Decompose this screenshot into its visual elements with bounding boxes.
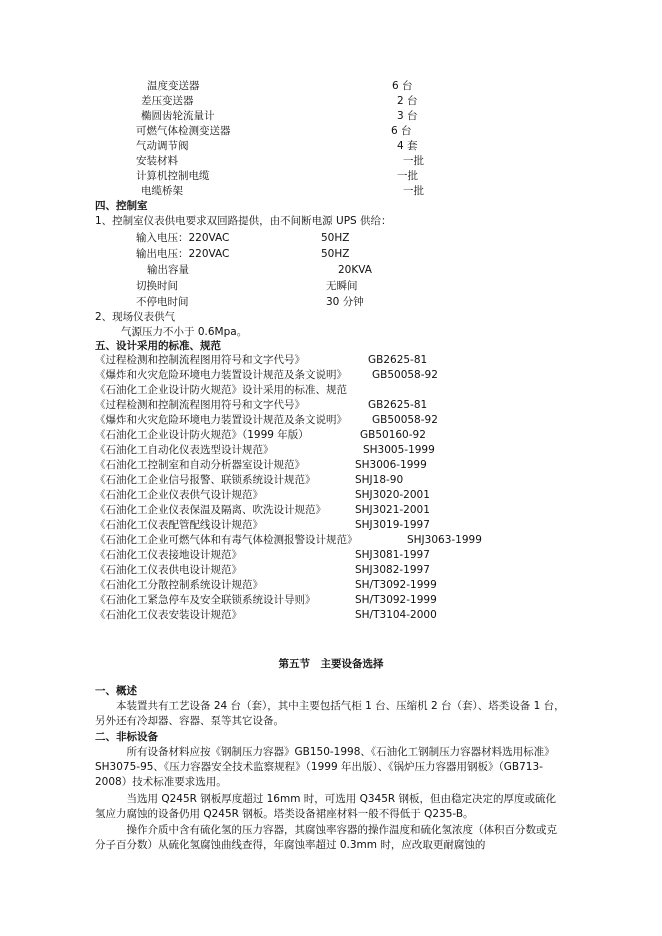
equipment-qty: 3 台 <box>397 110 418 122</box>
paragraph: 气源压力不小于 0.6Mpa。 <box>121 326 248 338</box>
power-label: 输出电压：220VAC <box>136 248 230 260</box>
subsection-heading: 一、概述 <box>95 685 137 697</box>
equipment-qty: 一批 <box>397 170 418 182</box>
power-value: 50HZ <box>321 248 350 260</box>
equipment-name: 椭圆齿轮流量计 <box>141 110 215 122</box>
standard-name: 《石油化工紧急停车及安全联锁系统设计导则》 <box>95 594 316 606</box>
standard-code: SHJ3082-1997 <box>355 564 430 576</box>
equipment-name: 可燃气体检测变送器 <box>136 125 231 137</box>
standard-name: 《石油化工分散控制系统设计规范》 <box>95 579 263 591</box>
standard-code: SH/T3104-2000 <box>355 609 437 621</box>
standard-code: GB2625-81 <box>368 354 428 366</box>
standard-code: GB50058-92 <box>372 414 438 426</box>
equipment-name: 安装材料 <box>136 155 178 167</box>
power-label: 输入电压：220VAC <box>136 232 230 244</box>
standard-code: GB2625-81 <box>368 399 428 411</box>
equipment-name: 计算机控制电缆 <box>136 170 210 182</box>
paragraph: 所有设备材料应按《钢制压力容器》GB150-1998、《石油化工钢制压力容器材料选用标准》SH3075-95、《压力容器安全技术监察规程》（1999 年出版）、《锅炉压力容器用钢板》（GB713-2008）技术标准要求选用。 <box>95 746 555 788</box>
power-label: 不停电时间 <box>136 296 189 308</box>
standard-code: SH/T3092-1999 <box>355 579 437 591</box>
standard-name: 《石油化工企业仪表供气设计规范》 <box>95 489 263 501</box>
standard-name: 《石油化工仪表接地设计规范》 <box>95 549 242 561</box>
paragraph: 操作介质中含有硫化氢的压力容器，其腐蚀率容器的操作温度和硫化氢浓度（体积百分数或克分子百分数）从硫化氢腐蚀曲线查得，年腐蚀率超过 0.3mm 时，应改取更耐腐蚀的 <box>95 824 557 851</box>
standard-code: SH3006-1999 <box>355 459 427 471</box>
standard-name: 《石油化工企业设计防火规范》设计采用的标准、规范 <box>95 384 347 396</box>
section-heading: 四、控制室 <box>95 200 148 212</box>
standard-name: 《石油化工企业可燃气体和有毒气体检测报警设计规范》 <box>95 534 358 546</box>
standard-code: SHJ3019-1997 <box>355 519 430 531</box>
standard-name: 《石油化工控制室和自动分析器室设计规范》 <box>95 459 305 471</box>
standard-code: GB50160-92 <box>360 429 426 441</box>
standard-code: SHJ3063-1999 <box>407 534 482 546</box>
standard-name: 《爆炸和火灾危险环境电力装置设计规范及条文说明》 <box>95 414 347 426</box>
power-value: 20KVA <box>338 264 372 276</box>
paragraph: 2、现场仪表供气 <box>95 311 176 323</box>
equipment-qty: 2 台 <box>397 95 418 107</box>
power-value: 无瞬间 <box>326 280 358 292</box>
standard-code: SH3005-1999 <box>363 444 435 456</box>
standard-code: SHJ18-90 <box>355 474 404 486</box>
standard-name: 《石油化工仪表配管配线设计规范》 <box>95 519 263 531</box>
standard-name: 《石油化工企业设计防火规范》（1999 年版） <box>95 429 309 441</box>
standard-code: SH/T3092-1999 <box>355 594 437 606</box>
paragraph: 当选用 Q245R 钢板厚度超过 16mm 时，可选用 Q345R 钢板，但由稳定决定的厚度或硫化氢应力腐蚀的设备仍用 Q245R 钢板。塔类设备裙座材料一般不得低于 Q235-B。 <box>95 793 557 820</box>
equipment-name: 气动调节阀 <box>136 140 189 152</box>
standard-name: 《石油化工自动化仪表选型设计规范》 <box>95 444 274 456</box>
equipment-qty: 6 台 <box>391 125 412 137</box>
standard-name: 《石油化工仪表供电设计规范》 <box>95 564 242 576</box>
section-heading: 五、设计采用的标准、规范 <box>95 340 221 352</box>
standard-code: SHJ3020-2001 <box>355 489 430 501</box>
power-label: 输出容量 <box>147 264 189 276</box>
equipment-name: 温度变送器 <box>147 80 200 92</box>
equipment-qty: 6 台 <box>392 80 413 92</box>
standard-name: 《爆炸和火灾危险环境电力装置设计规范及条文说明》 <box>95 369 347 381</box>
paragraph: 本装置共有工艺设备 24 台（套），其中主要包括气柜 1 台、压缩机 2 台（套）、塔类设备 1 台，另外还有冷却器、容器、泵等其它设备。 <box>95 700 565 727</box>
subsection-heading: 二、非标设备 <box>95 731 158 743</box>
standard-name: 《石油化工企业仪表保温及隔离、吹洗设计规范》 <box>95 504 326 516</box>
standard-name: 《过程检测和控制流程图用符号和文字代号》 <box>95 354 305 366</box>
equipment-qty: 一批 <box>403 185 424 197</box>
paragraph: 1、控制室仪表供电要求双回路提供，由不间断电源 UPS 供给： <box>95 215 392 227</box>
equipment-qty: 一批 <box>403 155 424 167</box>
equipment-name: 电缆桥架 <box>141 185 183 197</box>
equipment-qty: 4 套 <box>397 140 418 152</box>
standard-code: SHJ3021-2001 <box>355 504 430 516</box>
standard-name: 《过程检测和控制流程图用符号和文字代号》 <box>95 399 305 411</box>
standard-name: 《石油化工仪表安装设计规范》 <box>95 609 242 621</box>
standard-code: SHJ3081-1997 <box>355 549 430 561</box>
chapter-title: 第五节 主要设备选择 <box>278 658 384 670</box>
standard-code: GB50058-92 <box>372 369 438 381</box>
equipment-name: 差压变送器 <box>141 95 194 107</box>
power-label: 切换时间 <box>136 280 178 292</box>
power-value: 50HZ <box>321 232 350 244</box>
power-value: 30 分钟 <box>326 296 364 308</box>
standard-name: 《石油化工企业信号报警、联锁系统设计规范》 <box>95 474 316 486</box>
